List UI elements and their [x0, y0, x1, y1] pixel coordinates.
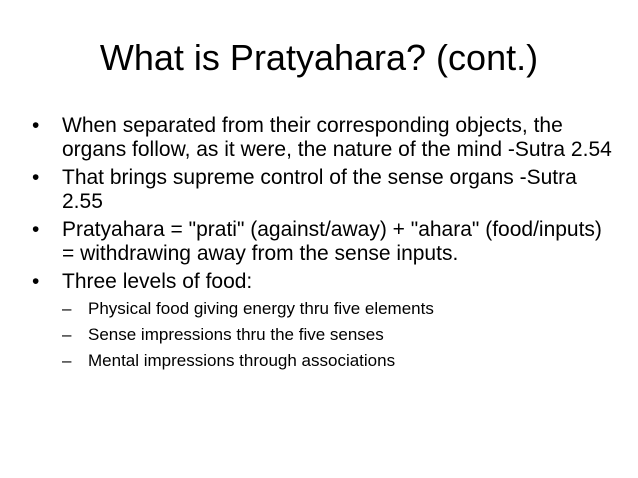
bullet-marker: •: [32, 114, 40, 137]
bullet-marker: •: [32, 218, 40, 241]
sub-bullet-text: Sense impressions thru the five senses: [88, 324, 384, 344]
sub-bullet-item: [62, 324, 620, 346]
bullet-marker: •: [32, 270, 40, 293]
sub-bullet-list: [62, 298, 620, 372]
bullet-text: That brings supreme control of the sense organs -Sutra 2.55: [62, 166, 577, 213]
bullet-text: When separated from their corresponding objects, the organs follow, as it were, the nature of the mind -Sutra 2.54: [62, 114, 612, 161]
bullet-item: [30, 166, 620, 213]
bullet-item: [30, 114, 620, 161]
bullet-text: Three levels of food:: [62, 270, 253, 293]
sub-bullet-item: [62, 298, 620, 320]
sub-bullet-text: Physical food giving energy thru five elements: [88, 298, 434, 318]
sub-bullet-marker: –: [62, 324, 72, 344]
sub-bullet-text: Mental impressions through associations: [88, 350, 396, 370]
sub-bullet-marker: –: [62, 350, 72, 370]
sub-bullet-marker: –: [62, 298, 72, 318]
slide-title: What is Pratyahara? (cont.): [99, 37, 539, 78]
bullet-list: [30, 114, 620, 377]
bullet-item: [30, 270, 620, 372]
sub-bullet-item: [62, 350, 620, 372]
bullet-text: Pratyahara = "prati" (against/away) + "ahara" (food/inputs) = withdrawing away from the sense inputs.: [62, 218, 602, 265]
bullet-item: [30, 218, 620, 265]
bullet-marker: •: [32, 166, 40, 189]
